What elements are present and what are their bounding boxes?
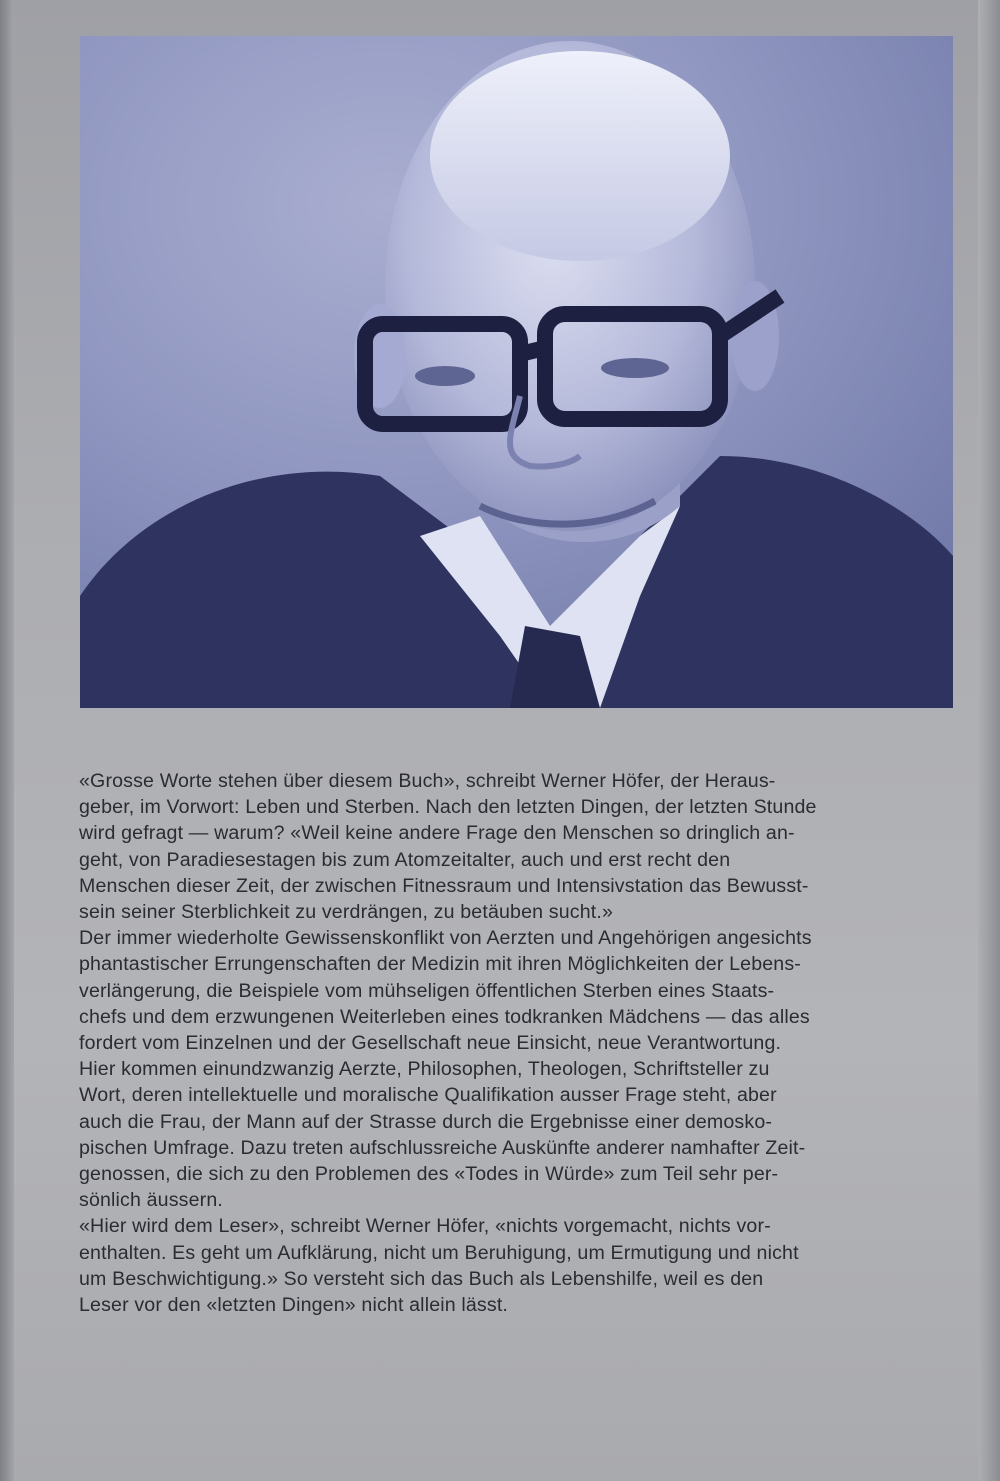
- text-line: Hier kommen einundzwanzig Aerzte, Philosophen, Theologen, Schriftsteller zu: [79, 1058, 770, 1081]
- text-line: «Grosse Worte stehen über diesem Buch», schreibt Werner Höfer, der Heraus-: [79, 770, 776, 792]
- text-line: enthalten. Es geht um Aufklärung, nicht um Beruhigung, um Ermutigung und nicht: [79, 1241, 799, 1264]
- portrait-illustration: [80, 36, 953, 708]
- blurb-paragraph-3: [79, 1056, 959, 1213]
- text-line: geht, von Paradiesestagen bis zum Atomzeitalter, auch und erst recht den: [79, 848, 731, 871]
- text-line: «Hier wird dem Leser», schreibt Werner Höfer, «nichts vorgemacht, nichts vor-: [79, 1215, 771, 1238]
- blurb-text: [79, 768, 959, 1318]
- text-line: chefs und dem erzwungenen Weiterleben eines todkranken Mädchens — das alles: [79, 1005, 810, 1028]
- text-line: pischen Umfrage. Dazu treten aufschlussreiche Auskünfte anderer namhafter Zeit-: [79, 1136, 806, 1159]
- portrait-photo: [80, 36, 953, 708]
- text-line: phantastischer Errungenschaften der Medizin mit ihren Möglichkeiten der Lebens-: [79, 953, 801, 976]
- blurb-paragraph-2: [79, 925, 959, 1056]
- text-line: verlängerung, die Beispiele vom mühseligen öffentlichen Sterben eines Staats-: [79, 979, 775, 1002]
- text-line: sönlich äussern.: [79, 1189, 223, 1212]
- text-line: fordert vom Einzelnen und der Gesellschaft neue Einsicht, neue Verantwortung.: [79, 1032, 782, 1055]
- text-line: um Beschwichtigung.» So versteht sich das Buch als Lebenshilfe, weil es den: [79, 1267, 764, 1290]
- text-line: Menschen dieser Zeit, der zwischen Fitnessraum und Intensivstation das Bewusst-: [79, 874, 809, 897]
- text-line: geber, im Vorwort: Leben und Sterben. Nach den letzten Dingen, der letzten Stunde: [79, 796, 817, 819]
- text-line: Wort, deren intellektuelle und moralische Qualifikation ausser Frage steht, aber: [79, 1084, 777, 1107]
- text-line: auch die Frau, der Mann auf der Strasse durch die Ergebnisse einer demosko-: [79, 1110, 773, 1133]
- text-line: wird gefragt — warum? «Weil keine andere Frage den Menschen so dringlich an-: [79, 822, 795, 845]
- cover-right-edge: [978, 0, 1000, 1481]
- text-line: genossen, die sich zu den Problemen des «Todes in Würde» zum Teil sehr per-: [79, 1163, 779, 1186]
- blurb-paragraph-1: [79, 768, 959, 925]
- text-line: sein seiner Sterblichkeit zu verdrängen, zu betäuben sucht.»: [79, 901, 613, 924]
- blurb-paragraph-4: [79, 1213, 959, 1318]
- text-line: Leser vor den «letzten Dingen» nicht allein lässt.: [79, 1294, 509, 1317]
- cover-left-edge: [0, 0, 14, 1481]
- text-line: Der immer wiederholte Gewissenskonflikt von Aerzten und Angehörigen angesichts: [79, 927, 812, 950]
